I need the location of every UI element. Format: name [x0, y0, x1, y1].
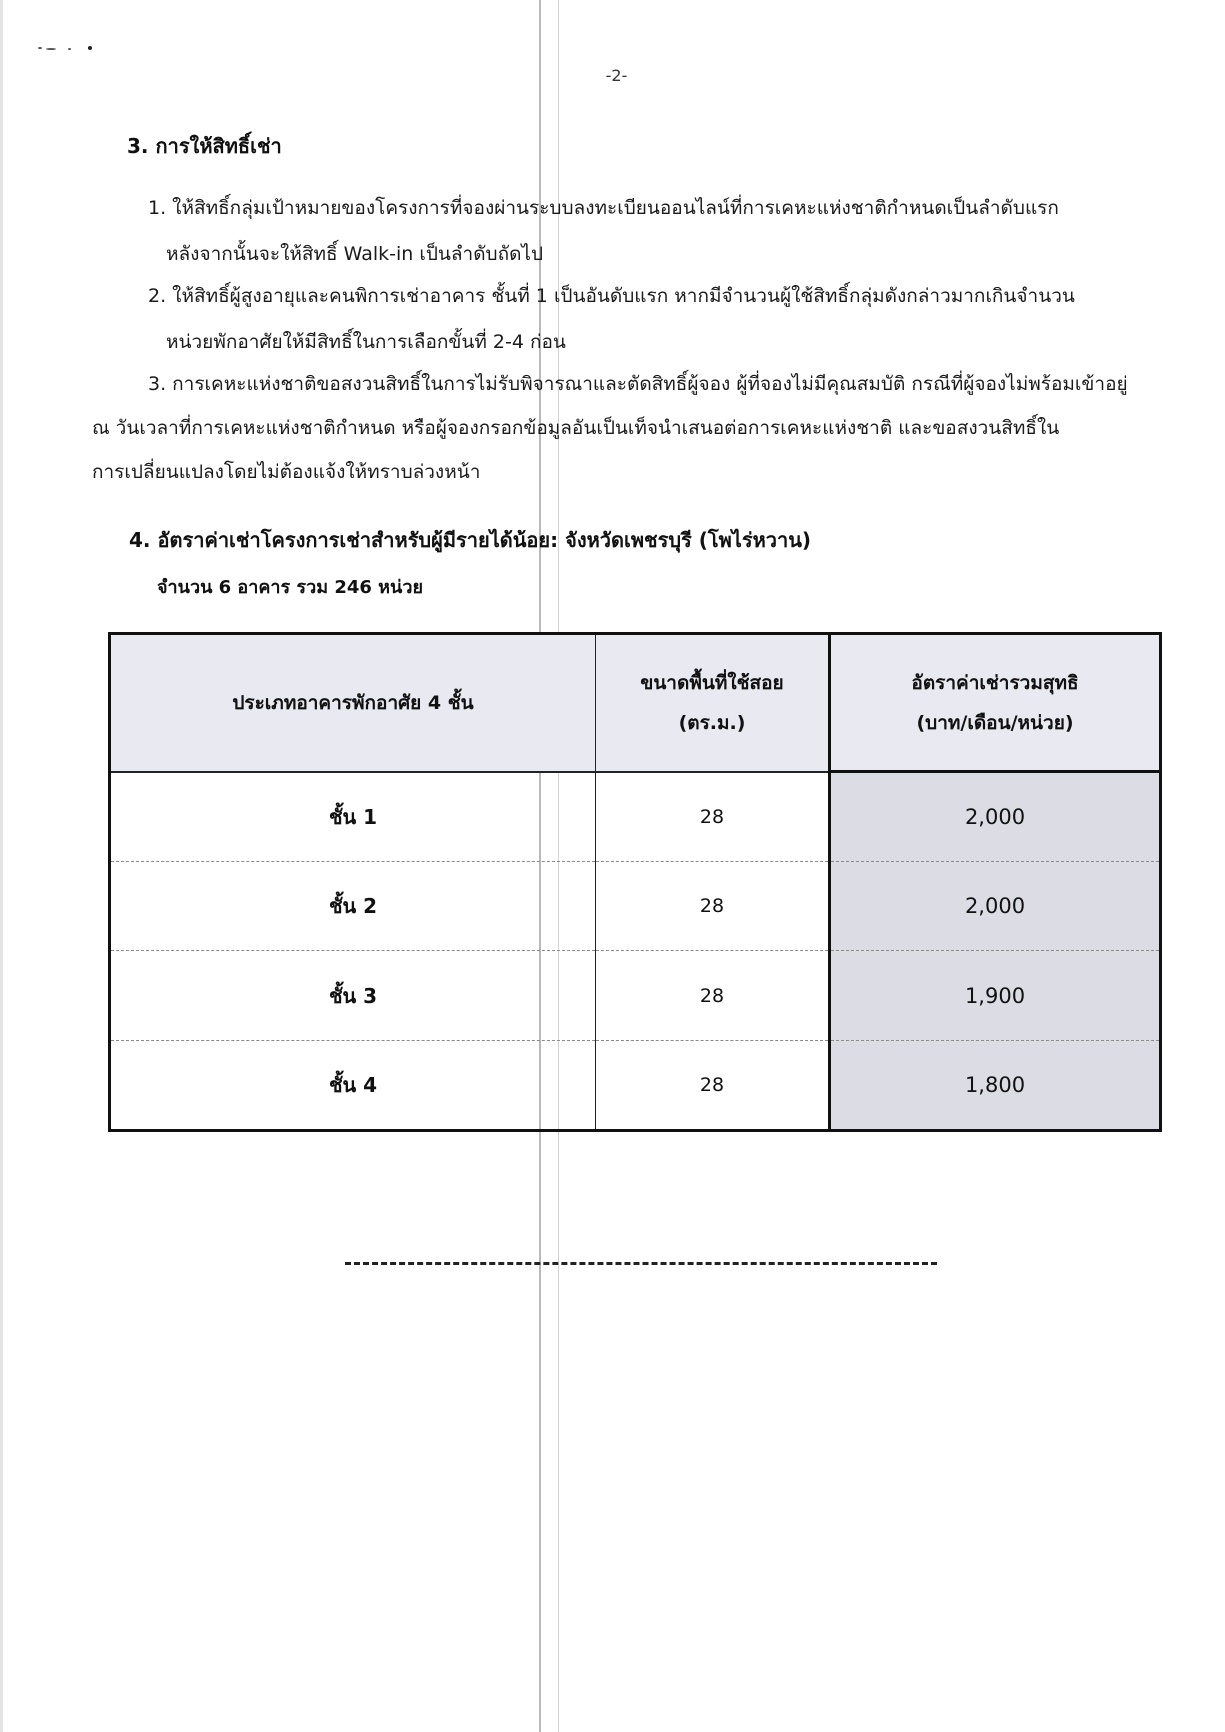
- header-usable-area-line-1: ขนาดพื้นที่ใช้สอย: [640, 671, 784, 694]
- section-3-item-2-line-1: 2. ให้สิทธิ์ผู้สูงอายุและคนพิการเช่าอาคาร ชั้นที่ 1 เป็นอันดับแรก หากมีจำนวนผู้ใช้สิทธิ์กลุ่มดังกล่าวมากเกินจำนวน: [148, 285, 1075, 307]
- rent-rate-table: [108, 632, 1162, 1132]
- table-header-row: [110, 634, 1161, 772]
- header-usable-area-line-2: (ตร.ม.): [678, 711, 746, 734]
- section-3-item-3-line-2: ณ วันเวลาที่การเคหะแห่งชาติกำหนด หรือผู้จองกรอกข้อมูลอันเป็นเท็จนำเสนอต่อการเคหะแห่งชาติ และขอสงวนสิทธิ์ใน: [92, 417, 1060, 439]
- section-3-item-3-line-1: 3. การเคหะแห่งชาติขอสงวนสิทธิ์ในการไม่รับพิจารณาและตัดสิทธิ์ผู้จอง ผู้ที่จองไม่มีคุณสมบัติ กรณีที่ผู้จองไม่พร้อมเข้าอยู่: [148, 373, 1128, 395]
- table-row: [110, 772, 1161, 862]
- scan-specks: [38, 44, 98, 54]
- header-net-rent: [830, 634, 1161, 772]
- section-3-item-1-line-2: หลังจากนั้นจะให้สิทธิ์ Walk-in เป็นลำดับถัดไป: [166, 243, 544, 265]
- end-of-document-rule: [345, 1262, 937, 1265]
- header-building-type: ประเภทอาคารพักอาศัย 4 ชั้น: [110, 634, 596, 772]
- table-row: [110, 862, 1161, 951]
- cell-rent: 2,000: [830, 772, 1161, 862]
- section-4-heading: 4. อัตราค่าเช่าโครงการเช่าสำหรับผู้มีรายได้น้อย: จังหวัดเพชรบุรี (โพไร่หวาน): [129, 528, 812, 552]
- cell-floor: ชั้น 2: [110, 862, 596, 951]
- cell-area: 28: [596, 1040, 830, 1130]
- cell-floor: ชั้น 4: [110, 1040, 596, 1130]
- cell-floor: ชั้น 1: [110, 772, 596, 862]
- cell-floor: ชั้น 3: [110, 951, 596, 1040]
- cell-area: 28: [596, 951, 830, 1040]
- scan-left-edge: [0, 0, 3, 1732]
- header-usable-area: [596, 634, 830, 772]
- cell-area: 28: [596, 862, 830, 951]
- section-3-item-3-line-3: การเปลี่ยนแปลงโดยไม่ต้องแจ้งให้ทราบล่วงหน้า: [92, 461, 481, 483]
- section-3-heading: 3. การให้สิทธิ์เช่า: [127, 134, 282, 158]
- cell-rent: 2,000: [830, 862, 1161, 951]
- header-net-rent-line-1: อัตราค่าเช่ารวมสุทธิ: [911, 671, 1079, 694]
- section-3-item-2-line-2: หน่วยพักอาศัยให้มีสิทธิ์ในการเลือกขั้นที่ 2-4 ก่อน: [166, 331, 566, 353]
- section-4-subheading: จำนวน 6 อาคาร รวม 246 หน่วย: [157, 577, 424, 598]
- table-row: [110, 1040, 1161, 1130]
- cell-area: 28: [596, 772, 830, 862]
- page-number: -2-: [605, 66, 628, 85]
- table-row: [110, 951, 1161, 1040]
- cell-rent: 1,900: [830, 951, 1161, 1040]
- cell-rent: 1,800: [830, 1040, 1161, 1130]
- section-3-item-1-line-1: 1. ให้สิทธิ์กลุ่มเป้าหมายของโครงการที่จองผ่านระบบลงทะเบียนออนไลน์ที่การเคหะแห่งชาติกำหนดเป็นลำดับแรก: [148, 197, 1059, 219]
- header-net-rent-line-2: (บาท/เดือน/หน่วย): [916, 711, 1074, 734]
